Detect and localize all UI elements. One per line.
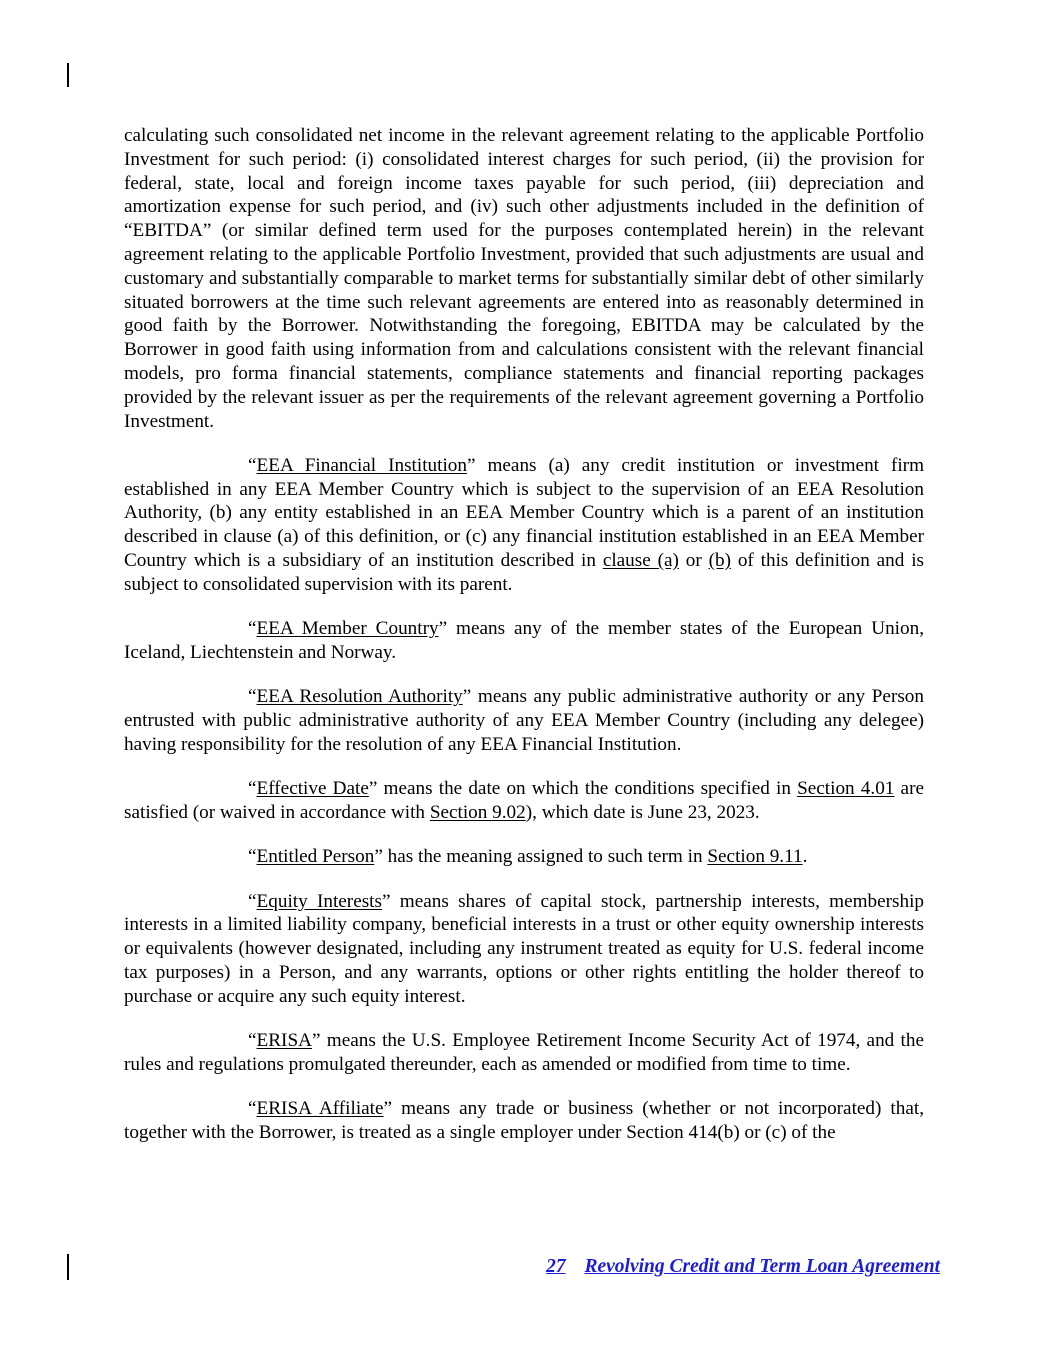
revision-bar-bottom: [67, 1254, 69, 1280]
defined-term: ERISA: [256, 1030, 312, 1051]
definition-entitled-person: “Entitled Person” has the meaning assigned to such term in Section 9.11.: [248, 846, 808, 868]
defined-term: EEA Financial Institution: [256, 454, 467, 476]
section-9-02-reference: Section 9.02: [429, 801, 526, 823]
defined-term: Equity Interests: [256, 890, 382, 912]
page-number: 27: [546, 1256, 566, 1277]
definition-erisa: “ERISA” means the U.S. Employee Retirement Income Security Act of 1974, and the rules and regulations promulgated thereunder, each as amended or modified from time to time.: [124, 1030, 924, 1075]
paragraph-ebitda-continued: calculating such consolidated net income in the relevant agreement relating to the applicable Portfolio Investment for such period: (i) consolidated interest charges for such period, (ii) the provision for federal, state, local and foreign income taxes payable for such period, (iii) depreciation and amortization expense for such period, and (iv) such other adjustments included in the definition of “EBITDA” (or similar defined term used for the purposes contemplated herein) in the relevant agreement relating to the applicable Portfolio Investment, provided that such adjustments are usual and customary and substantially comparable to market terms for substantially similar debt of other similarly situated borrowers at the time such relevant agreements are entered into as reasonably determined in good faith by the Borrower. Notwithstanding the foregoing, EBITDA may be calculated by the Borrower in good faith using information from and calculations consistent with the relevant financial models, pro forma financial statements, compliance statements and financial reporting packages provided by the relevant issuer as per the requirements of the relevant agreement governing a Portfolio Investment.: [124, 125, 924, 432]
document-title: Revolving Credit and Term Loan Agreement: [584, 1256, 940, 1277]
page-footer: [546, 1256, 940, 1278]
defined-term: Entitled Person: [256, 846, 375, 868]
clause-a-reference: clause (a): [602, 550, 679, 572]
defined-term: ERISA Affiliate: [256, 1098, 384, 1120]
definition-effective-date: “Effective Date” means the date on which the conditions specified in Section 4.01 are satisfied (or waived in accordance with Section 9.02), which date is June 23, 2023.: [124, 778, 924, 823]
defined-term: EEA Resolution Authority: [256, 686, 463, 708]
defined-term: Effective Date: [256, 778, 369, 800]
definition-equity-interests: “Equity Interests” means shares of capital stock, partnership interests, membership interests in a limited liability company, beneficial interests in a trust or other equity ownership interests or equivalents (however designated, including any instrument treated as equity for U.S. federal income tax purposes) in a Person, and any warrants, options or other rights entitling the holder thereof to purchase or acquire any such equity interest.: [124, 890, 925, 1007]
clause-b-reference: (b): [708, 550, 731, 572]
definition-eea-financial-institution: “EEA Financial Institution” means (a) any credit institution or investment firm established in any EEA Member Country which is subject to the supervision of an EEA Resolution Authority, (b) any entity established in an EEA Member Country which is a parent of an institution described in clause (a) of this definition, or (c) any financial institution established in an EEA Member Country which is a subsidiary of an institution described in clause (a) or (b) of this definition and is subject to consolidated supervision with its parent.: [124, 454, 925, 595]
definition-erisa-affiliate: “ERISA Affiliate” means any trade or business (whether or not incorporated) that, together with the Borrower, is treated as a single employer under Section 414(b) or (c) of the: [124, 1098, 924, 1143]
revision-bar-top: [67, 63, 69, 87]
definition-eea-member-country: “EEA Member Country” means any of the member states of the European Union, Iceland, Liechtenstein and Norway.: [124, 618, 924, 663]
page-body: [124, 124, 924, 1145]
definition-eea-resolution-authority: “EEA Resolution Authority” means any public administrative authority or any Person entrusted with public administrative authority of any EEA Member Country (including any delegee) having responsibility for the resolution of any EEA Financial Institution.: [124, 686, 924, 755]
section-4-01-reference: Section 4.01: [797, 778, 895, 800]
defined-term: EEA Member Country: [256, 618, 439, 640]
section-9-11-reference: Section 9.11: [707, 846, 803, 868]
